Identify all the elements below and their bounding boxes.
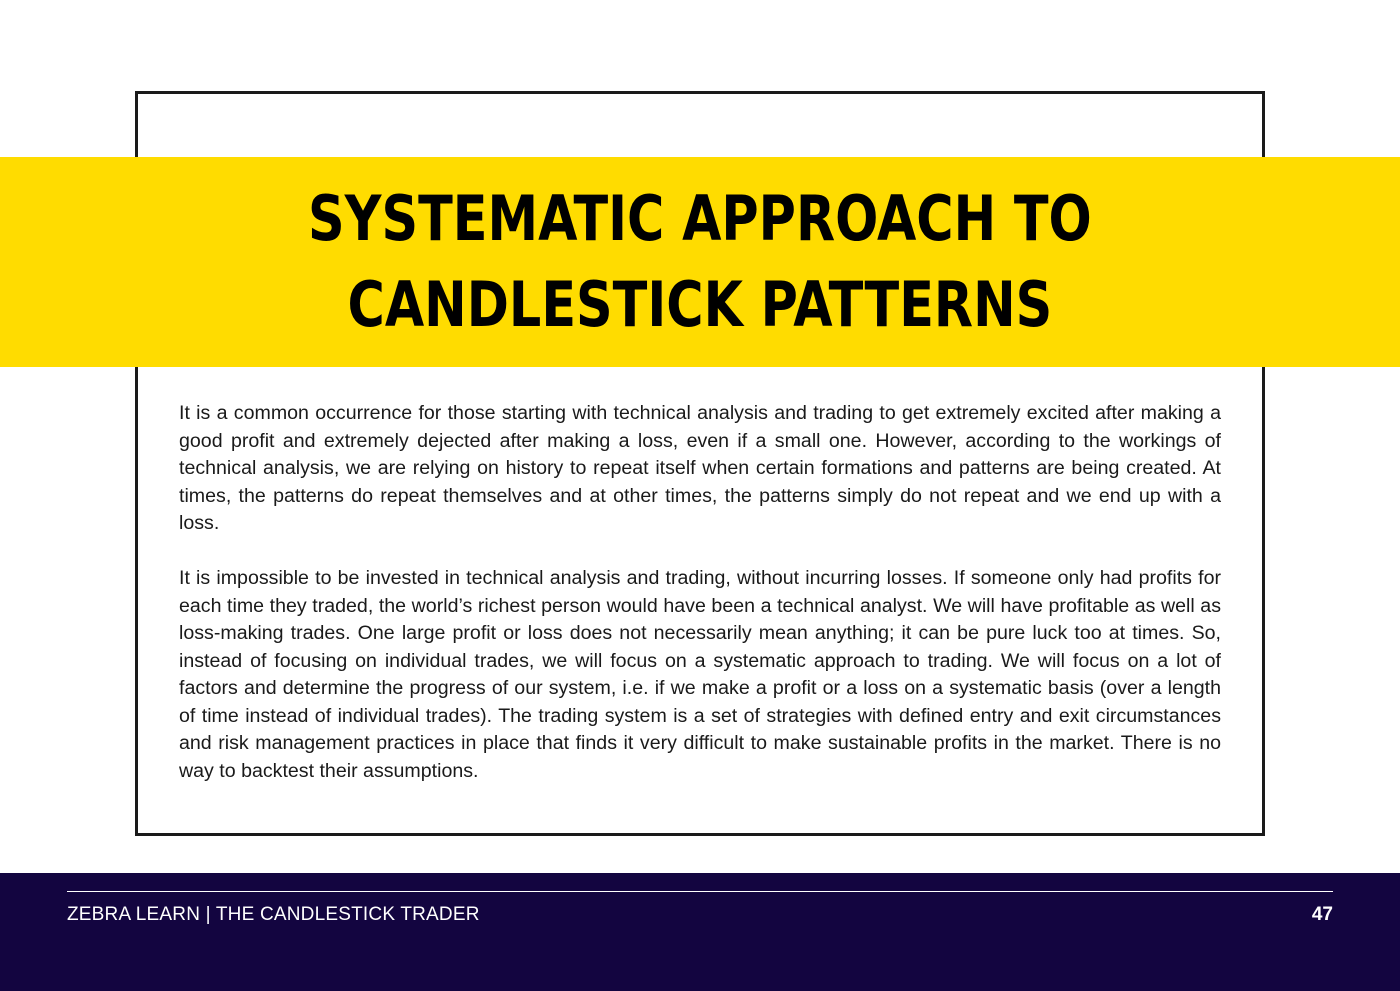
title-banner	[0, 157, 1400, 367]
footer-divider	[67, 891, 1333, 892]
page-title-line-1: SYSTEMATIC APPROACH TO	[308, 182, 1092, 255]
footer	[0, 873, 1400, 991]
body-paragraph-1: It is a common occurrence for those starting with technical analysis and trading to get extremely excited after making a good profit and extremely dejected after making a loss, even if a small one. However, according to the workings of technical analysis, we are relying on history to repeat itself when certain formations and patterns are being created. At times, the patterns do repeat themselves and at other times, the patterns simply do not repeat and we end up with a loss.	[179, 402, 1221, 534]
page-title-line-2: CANDLESTICK PATTERNS	[347, 268, 1053, 341]
body-text	[179, 400, 1221, 813]
page-title	[308, 176, 1092, 348]
page-number: 47	[1311, 904, 1333, 925]
body-paragraph-2: It is impossible to be invested in technical analysis and trading, without incurring losses. If someone only had profits for each time they traded, the world’s richest person would have been a technical analyst. We will have profitable as well as loss-making trades. One large profit or loss does not necessarily mean anything; it can be pure luck too at times. So, instead of focusing on individual trades, we will focus on a systematic approach to trading. We will focus on a lot of factors and determine the progress of our system, i.e. if we make a profit or a loss on a systematic basis (over a length of time instead of individual trades). The trading system is a set of strategies with defined entry and exit circumstances and risk management practices in place that finds it very difficult to make sustainable profits in the market. There is no way to backtest their assumptions.	[179, 567, 1221, 782]
footer-book-title: ZEBRA LEARN | THE CANDLESTICK TRADER	[67, 904, 480, 925]
